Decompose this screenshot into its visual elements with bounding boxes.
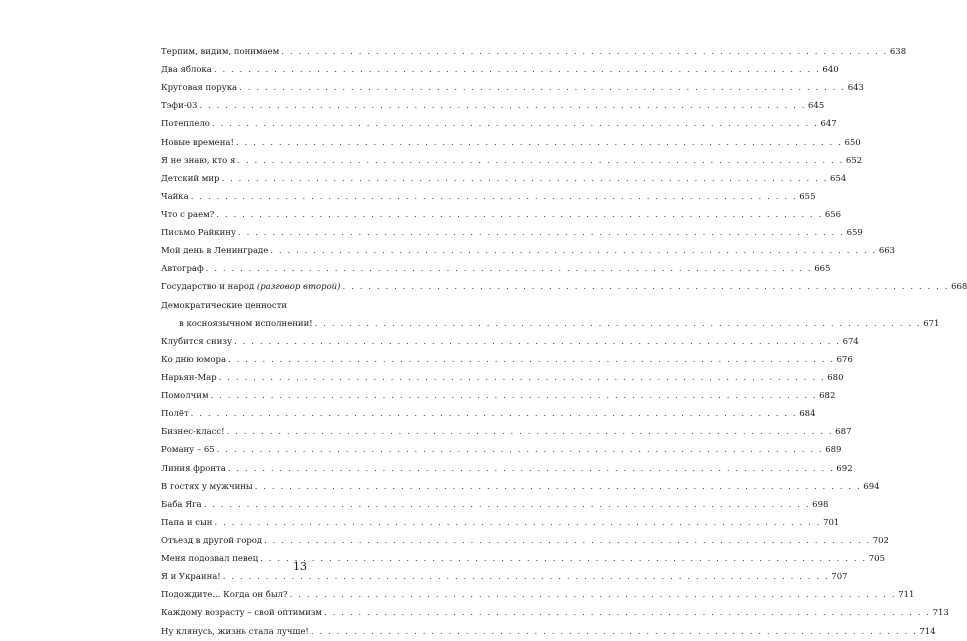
toc-entry [161, 297, 940, 333]
dot-leader [202, 496, 813, 514]
toc-entry-page: 654 [830, 173, 847, 184]
toc-entry [161, 188, 816, 206]
toc-entry-title: Отъезд в другой город [161, 535, 263, 546]
toc-entry [161, 387, 836, 405]
toc-entry-page: 650 [844, 137, 861, 148]
dot-leader [226, 351, 837, 369]
toc-entry-page: 659 [846, 228, 863, 239]
toc-entry-title: Подождите... Когда он был? [161, 590, 288, 601]
toc-entry [161, 260, 831, 278]
dot-leader [235, 152, 846, 170]
toc-entry [161, 170, 847, 188]
toc-entry-page: 689 [825, 445, 842, 456]
toc-entry [161, 134, 861, 152]
toc-entry [161, 623, 936, 641]
toc-entry-title: Письмо Райкину [161, 228, 236, 239]
dot-leader [279, 43, 890, 61]
toc-entry-page: 680 [827, 372, 844, 383]
toc-entry-page: 638 [889, 47, 907, 57]
toc-entry-title: Нарьян-Мар [161, 372, 217, 383]
toc-entry [161, 61, 839, 79]
toc-entry-title: Помолчим [161, 391, 209, 402]
toc-entry-page: 643 [847, 83, 864, 94]
toc-entry-title: В гостях у мужчины [161, 481, 253, 492]
toc-entry-title [161, 278, 340, 296]
toc-entry-page: 668 [951, 282, 967, 293]
dot-leader [189, 188, 800, 206]
toc-entry-page: 645 [808, 101, 825, 112]
toc-entry-title: Детский мир [161, 173, 220, 184]
page-number: 13 [293, 560, 307, 573]
toc-entry-page: 713 [932, 608, 949, 619]
toc-entry-title: Полёт [161, 409, 189, 420]
toc-entry [161, 586, 915, 604]
toc-entry-title: Клубится снизу [161, 336, 233, 347]
toc-entry [161, 224, 863, 242]
toc-entry-title: Терпим, видим, понимаем [161, 47, 280, 57]
dot-leader [217, 369, 828, 387]
toc-entry-page: 665 [814, 264, 831, 275]
toc-entry-title: Потеплело [161, 119, 210, 130]
toc-entry [161, 79, 864, 97]
toc-entry [161, 405, 816, 423]
toc-entry-title: Я не знаю, кто я [161, 155, 236, 166]
toc-entry-title: Круговая порука [161, 83, 238, 94]
toc-entry-page: 655 [799, 191, 816, 202]
dot-leader [288, 586, 899, 604]
dot-leader [210, 115, 821, 133]
dot-leader [268, 242, 879, 260]
toc-entry-title: Роману – 65 [161, 445, 215, 456]
toc-entry [161, 441, 842, 459]
toc-entry [161, 532, 889, 550]
dot-leader [212, 514, 823, 532]
toc-entry [161, 333, 859, 351]
dot-leader [232, 333, 843, 351]
toc-entry-title: Демократические ценности [161, 300, 288, 311]
dot-leader [215, 441, 826, 459]
toc-entry-subtitle: (разговор второй) [256, 282, 341, 293]
toc-entry-title: Линия фронта [161, 463, 226, 474]
dot-leader [236, 224, 847, 242]
toc-entry-title: Ну клянусь, жизнь стала лучше! [161, 626, 309, 637]
toc-entry-continuation [161, 315, 940, 333]
toc-entry [161, 514, 840, 532]
dot-leader [253, 478, 864, 496]
toc-entry-page: 647 [820, 119, 837, 130]
toc-entry-title: Автограф [161, 264, 204, 275]
dot-leader [340, 278, 951, 296]
toc-entry-title: Бизнес-класс! [161, 427, 225, 438]
toc-entry-title-main: Государство и народ [161, 282, 255, 293]
toc-entry [161, 604, 949, 622]
toc-entry [161, 496, 829, 514]
dot-leader [197, 97, 808, 115]
toc-entry-page: 714 [919, 626, 936, 637]
toc-entry-title: Каждому возрасту – свой оптимизм [161, 608, 323, 619]
dot-leader [322, 604, 933, 622]
toc-entry-page: 701 [823, 517, 840, 528]
dot-leader [189, 405, 800, 423]
toc-entry-page: 652 [845, 155, 863, 166]
dot-leader [226, 460, 837, 478]
toc-entry-page: 663 [878, 246, 896, 257]
toc-entry [161, 97, 825, 115]
dot-leader [219, 170, 830, 188]
toc-entry-page: 707 [831, 572, 848, 583]
dot-leader [204, 260, 815, 278]
dot-leader [309, 623, 920, 641]
toc-entry [161, 152, 863, 170]
toc-entry-page: 698 [812, 499, 829, 510]
toc-entry [161, 278, 967, 296]
toc-entry-page: 676 [836, 354, 853, 365]
toc-entry-title: Что с раем? [161, 209, 215, 220]
toc-entry [161, 43, 907, 61]
toc-entry-title: Мой день в Ленинграде [161, 246, 269, 257]
toc-entry-title-line2: в косноязычном исполнении! [179, 318, 313, 329]
toc-entry-title: Папа и сын [161, 517, 213, 528]
table-of-contents [161, 43, 967, 641]
toc-entry-page: 682 [819, 391, 836, 402]
toc-entry-title: Чайка [161, 191, 189, 202]
toc-entry-title: Два яблока [161, 65, 212, 76]
toc-entry-page: 656 [824, 209, 842, 220]
dot-leader [212, 61, 823, 79]
toc-entry-page: 711 [898, 590, 915, 601]
toc-entry-page: 687 [835, 427, 852, 438]
dot-leader [209, 387, 820, 405]
dot-leader [262, 532, 873, 550]
toc-entry [161, 115, 837, 133]
toc-entry-page: 705 [868, 554, 885, 565]
toc-entry [161, 242, 896, 260]
toc-entry-title: Я и Украина! [161, 572, 221, 583]
toc-entry-title: Меня подозвал певец [161, 554, 259, 565]
dot-leader [313, 315, 924, 333]
dot-leader [214, 206, 825, 224]
toc-entry-page: 692 [836, 463, 853, 474]
toc-entry-title: Новые времена! [161, 137, 234, 148]
toc-entry-title: Баба Яга [161, 499, 202, 510]
dot-leader [225, 423, 836, 441]
toc-entry-page: 671 [923, 318, 940, 329]
toc-entry [161, 369, 844, 387]
toc-entry [161, 351, 853, 369]
toc-entry [161, 206, 842, 224]
toc-entry-page: 694 [863, 481, 880, 492]
toc-entry-page: 640 [822, 65, 839, 76]
toc-entry-page: 684 [799, 409, 816, 420]
dot-leader [234, 134, 845, 152]
toc-entry-title: Тэфи-03 [161, 101, 198, 112]
toc-entry-page: 674 [842, 336, 859, 347]
dot-leader [237, 79, 848, 97]
toc-entry [161, 478, 880, 496]
toc-entry [161, 423, 852, 441]
toc-entry [161, 460, 853, 478]
toc-entry-title: Ко дню юмора [161, 354, 227, 365]
toc-entry-page: 702 [872, 535, 889, 546]
